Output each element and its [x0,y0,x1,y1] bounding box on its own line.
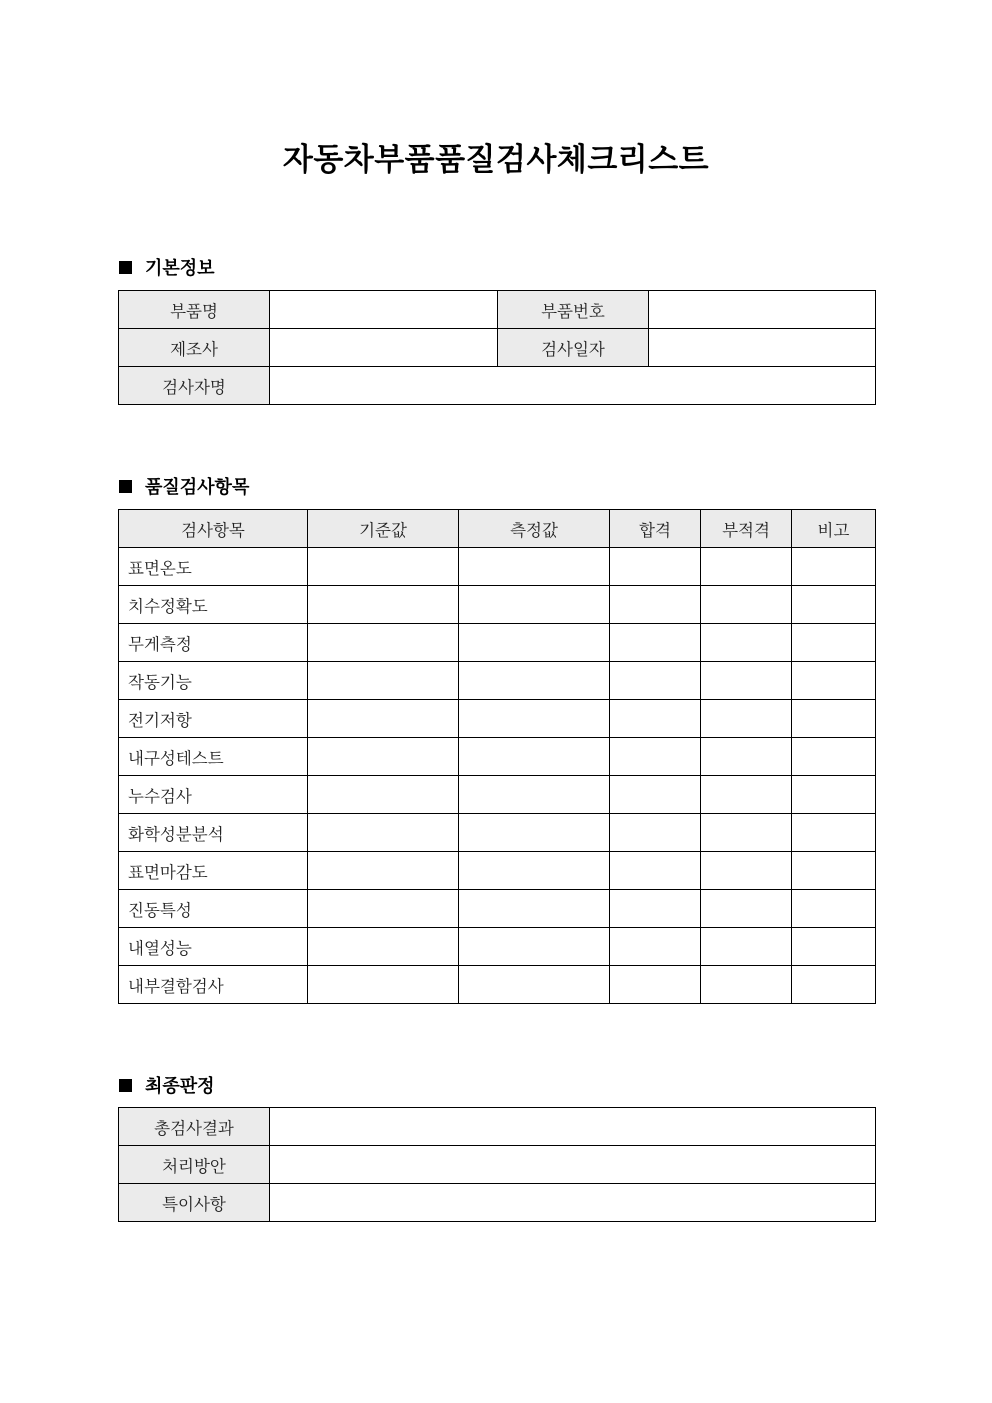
basic-info-table [118,290,876,405]
item-name-cell: 화학성분분석 [119,814,308,852]
final-judgment-table [118,1107,876,1222]
measured-value-field[interactable] [459,586,610,624]
pass-checkbox-cell[interactable] [610,852,701,890]
item-name-cell: 표면마감도 [119,852,308,890]
fail-checkbox-cell[interactable] [701,966,792,1004]
column-header-pass: 합격 [610,510,701,548]
pass-checkbox-cell[interactable] [610,700,701,738]
table-row [119,662,876,700]
quality-items-body [119,548,876,1004]
label-inspector-name: 검사자명 [119,367,270,405]
standard-value-field[interactable] [308,586,459,624]
standard-value-field[interactable] [308,776,459,814]
pass-checkbox-cell[interactable] [610,548,701,586]
standard-value-field[interactable] [308,966,459,1004]
item-name-cell: 전기저항 [119,700,308,738]
inspector-name-field[interactable] [270,367,876,405]
note-field[interactable] [792,852,876,890]
table-row [119,700,876,738]
table-row [119,586,876,624]
fail-checkbox-cell[interactable] [701,814,792,852]
item-name-cell: 내구성테스트 [119,738,308,776]
label-action-plan: 처리방안 [119,1146,270,1184]
document-title: 자동차부품품질검사체크리스트 [282,142,710,178]
item-name-cell: 진동특성 [119,890,308,928]
pass-checkbox-cell[interactable] [610,662,701,700]
label-remarks: 특이사항 [119,1184,270,1222]
measured-value-field[interactable] [459,548,610,586]
fail-checkbox-cell[interactable] [701,586,792,624]
table-row [119,291,876,329]
table-row [119,890,876,928]
standard-value-field[interactable] [308,814,459,852]
column-header-measured: 측정값 [459,510,610,548]
note-field[interactable] [792,624,876,662]
note-field[interactable] [792,966,876,1004]
fail-checkbox-cell[interactable] [701,928,792,966]
fail-checkbox-cell[interactable] [701,738,792,776]
fail-checkbox-cell[interactable] [701,662,792,700]
column-header-note: 비고 [792,510,876,548]
measured-value-field[interactable] [459,928,610,966]
item-name-cell: 표면온도 [119,548,308,586]
fail-checkbox-cell[interactable] [701,776,792,814]
standard-value-field[interactable] [308,662,459,700]
note-field[interactable] [792,586,876,624]
pass-checkbox-cell[interactable] [610,776,701,814]
table-row [119,814,876,852]
note-field[interactable] [792,738,876,776]
item-name-cell: 무게측정 [119,624,308,662]
manufacturer-field[interactable] [270,329,498,367]
fail-checkbox-cell[interactable] [701,852,792,890]
inspection-date-field[interactable] [649,329,876,367]
fail-checkbox-cell[interactable] [701,890,792,928]
standard-value-field[interactable] [308,624,459,662]
measured-value-field[interactable] [459,662,610,700]
note-field[interactable] [792,890,876,928]
measured-value-field[interactable] [459,624,610,662]
table-row [119,738,876,776]
pass-checkbox-cell[interactable] [610,586,701,624]
table-row [119,852,876,890]
column-header-item: 검사항목 [119,510,308,548]
square-bullet-icon [119,1079,132,1092]
pass-checkbox-cell[interactable] [610,928,701,966]
square-bullet-icon [119,261,132,274]
label-inspection-date: 검사일자 [498,329,649,367]
section-heading-basic-info [119,254,215,280]
table-row [119,548,876,586]
quality-items-table [118,509,876,1004]
label-part-name: 부품명 [119,291,270,329]
table-row [119,1108,876,1146]
part-name-field[interactable] [270,291,498,329]
note-field[interactable] [792,662,876,700]
measured-value-field[interactable] [459,700,610,738]
standard-value-field[interactable] [308,738,459,776]
remarks-field[interactable] [270,1184,876,1222]
fail-checkbox-cell[interactable] [701,624,792,662]
table-row [119,928,876,966]
pass-checkbox-cell[interactable] [610,814,701,852]
label-manufacturer: 제조사 [119,329,270,367]
note-field[interactable] [792,928,876,966]
standard-value-field[interactable] [308,700,459,738]
note-field[interactable] [792,776,876,814]
standard-value-field[interactable] [308,928,459,966]
section-title: 품질검사항목 [145,477,250,498]
item-name-cell: 내열성능 [119,928,308,966]
pass-checkbox-cell[interactable] [610,966,701,1004]
table-row [119,1146,876,1184]
standard-value-field[interactable] [308,890,459,928]
total-result-field[interactable] [270,1108,876,1146]
measured-value-field[interactable] [459,890,610,928]
note-field[interactable] [792,548,876,586]
column-header-standard: 기준값 [308,510,459,548]
section-title: 기본정보 [145,258,215,279]
section-heading-quality-items [119,473,249,499]
table-row [119,329,876,367]
label-part-number: 부품번호 [498,291,649,329]
measured-value-field[interactable] [459,738,610,776]
item-name-cell: 누수검사 [119,776,308,814]
measured-value-field[interactable] [459,814,610,852]
item-name-cell: 내부결함검사 [119,966,308,1004]
standard-value-field[interactable] [308,852,459,890]
measured-value-field[interactable] [459,776,610,814]
table-row [119,624,876,662]
square-bullet-icon [119,480,132,493]
table-row [119,367,876,405]
table-row [119,776,876,814]
note-field[interactable] [792,814,876,852]
measured-value-field[interactable] [459,966,610,1004]
table-row [119,1184,876,1222]
section-title: 최종판정 [145,1076,215,1097]
standard-value-field[interactable] [308,548,459,586]
part-number-field[interactable] [649,291,876,329]
column-header-fail: 부적격 [701,510,792,548]
section-heading-final-judgment [119,1072,215,1098]
label-total-result: 총검사결과 [119,1108,270,1146]
table-header-row [119,510,876,548]
note-field[interactable] [792,700,876,738]
item-name-cell: 치수정확도 [119,586,308,624]
item-name-cell: 작동기능 [119,662,308,700]
fail-checkbox-cell[interactable] [701,548,792,586]
pass-checkbox-cell[interactable] [610,738,701,776]
measured-value-field[interactable] [459,852,610,890]
table-row [119,966,876,1004]
pass-checkbox-cell[interactable] [610,890,701,928]
pass-checkbox-cell[interactable] [610,624,701,662]
action-plan-field[interactable] [270,1146,876,1184]
fail-checkbox-cell[interactable] [701,700,792,738]
